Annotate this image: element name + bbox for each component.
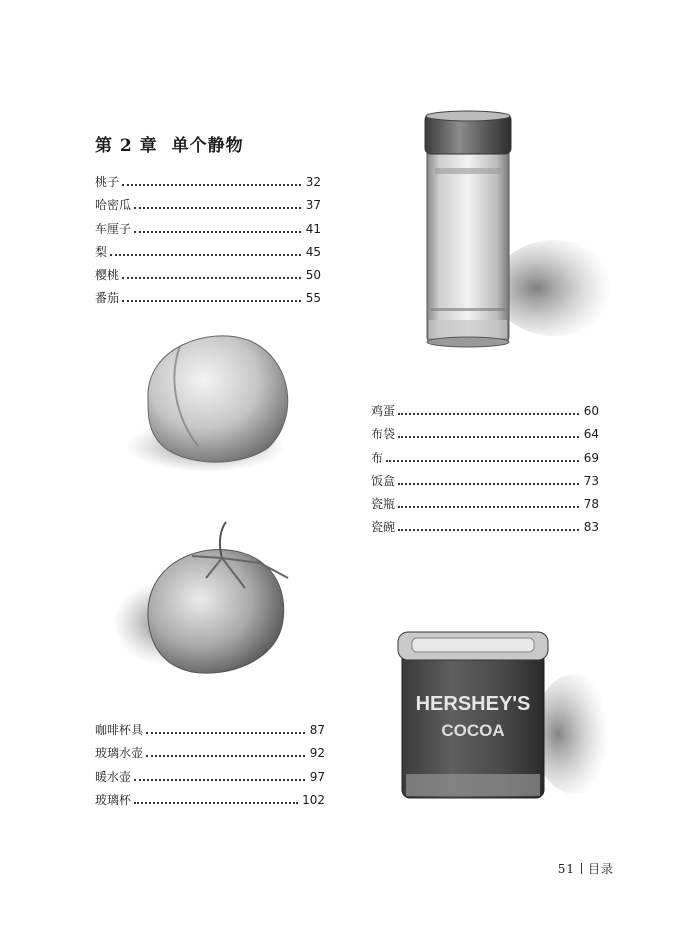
toc-entry-label: 暖水壶 bbox=[95, 769, 132, 784]
can-brand-text: HERSHEY'S bbox=[415, 693, 531, 715]
toc-entry[interactable] bbox=[95, 282, 321, 305]
toc-entry-page: 32 bbox=[305, 175, 321, 190]
toc-entry[interactable] bbox=[371, 488, 599, 511]
footer-section: 目录 bbox=[587, 862, 614, 876]
toc-entry[interactable] bbox=[95, 760, 325, 783]
toc-entry[interactable] bbox=[95, 714, 325, 737]
toc-entry-page: 64 bbox=[583, 427, 599, 442]
chapter-title bbox=[95, 131, 244, 156]
toc-entry-page: 69 bbox=[583, 450, 599, 465]
toc-entry[interactable] bbox=[95, 166, 321, 189]
toc-entry-page: 45 bbox=[305, 244, 321, 259]
toc-entry-label: 车厘子 bbox=[95, 221, 132, 236]
toc-entry[interactable] bbox=[95, 737, 325, 760]
toc-entry-label: 瓷碗 bbox=[371, 520, 396, 535]
toc-entry-page: 55 bbox=[305, 291, 321, 306]
toc-entry-label: 瓷瓶 bbox=[371, 496, 396, 511]
toc-entry[interactable] bbox=[371, 465, 599, 488]
toc-entry-page: 60 bbox=[583, 404, 599, 419]
toc-list-fruits bbox=[95, 166, 321, 305]
page-footer bbox=[558, 860, 614, 877]
toc-dot-leader bbox=[134, 779, 305, 781]
toc-entry-label: 鸡蛋 bbox=[371, 404, 396, 419]
toc-entry-label: 饭盒 bbox=[371, 473, 396, 488]
toc-dot-leader bbox=[398, 413, 579, 415]
toc-dot-leader bbox=[398, 483, 579, 485]
footer-separator bbox=[581, 863, 582, 874]
toc-entry[interactable] bbox=[371, 395, 599, 418]
toc-entry-page: 78 bbox=[583, 496, 599, 511]
toc-entry-page: 92 bbox=[309, 746, 325, 761]
toc-entry[interactable] bbox=[95, 784, 325, 807]
toc-entry-label: 玻璃杯 bbox=[95, 792, 132, 807]
toc-entry[interactable] bbox=[95, 212, 321, 235]
toc-dot-leader bbox=[110, 254, 301, 256]
toc-entry-label: 布 bbox=[371, 450, 384, 465]
toc-entry-page: 102 bbox=[302, 792, 325, 807]
toc-entry[interactable] bbox=[371, 441, 599, 464]
toc-entry-label: 布袋 bbox=[371, 427, 396, 442]
can-product-text: COCOA bbox=[441, 721, 505, 740]
toc-dot-leader bbox=[122, 277, 301, 279]
toc-entry[interactable] bbox=[95, 259, 321, 282]
toc-entry-page: 87 bbox=[309, 723, 325, 738]
toc-entry-page: 50 bbox=[305, 267, 321, 282]
toc-entry[interactable] bbox=[371, 418, 599, 441]
toc-dot-leader bbox=[398, 506, 579, 508]
toc-dot-leader bbox=[122, 184, 301, 186]
toc-entry[interactable] bbox=[95, 189, 321, 212]
toc-dot-leader bbox=[122, 300, 301, 302]
toc-entry-page: 83 bbox=[583, 520, 599, 535]
toc-entry-page: 73 bbox=[583, 473, 599, 488]
toc-entry-label: 梨 bbox=[95, 244, 108, 259]
tomato-illustration bbox=[110, 518, 320, 688]
toc-dot-leader bbox=[146, 755, 305, 757]
toc-entry-label: 桃子 bbox=[95, 175, 120, 190]
toc-entry[interactable] bbox=[95, 236, 321, 259]
toc-dot-leader bbox=[398, 529, 579, 531]
toc-entry-page: 41 bbox=[305, 221, 321, 236]
chapter-number: 第 2 章 bbox=[95, 136, 158, 156]
toc-dot-leader bbox=[134, 802, 298, 804]
toc-list-glassware bbox=[95, 714, 325, 807]
cocoa-can-illustration bbox=[390, 624, 620, 809]
page-number: 51 bbox=[557, 862, 575, 876]
toc-entry-label: 咖啡杯具 bbox=[95, 723, 144, 738]
chapter-name: 单个静物 bbox=[171, 136, 244, 156]
toc-entry[interactable] bbox=[371, 511, 599, 534]
toc-dot-leader bbox=[134, 207, 301, 209]
toc-entry-label: 哈密瓜 bbox=[95, 198, 132, 213]
toc-entry-label: 樱桃 bbox=[95, 267, 120, 282]
toc-entry-page: 37 bbox=[305, 198, 321, 213]
toc-dot-leader bbox=[134, 231, 301, 233]
peach-illustration bbox=[118, 318, 308, 490]
toc-entry-page: 97 bbox=[309, 769, 325, 784]
glass-bottle-illustration bbox=[405, 108, 615, 353]
toc-dot-leader bbox=[398, 436, 579, 438]
toc-dot-leader bbox=[146, 732, 305, 734]
toc-entry-label: 番茄 bbox=[95, 291, 120, 306]
toc-dot-leader bbox=[386, 460, 579, 462]
toc-entry-label: 玻璃水壶 bbox=[95, 746, 144, 761]
toc-list-objects bbox=[371, 395, 599, 534]
